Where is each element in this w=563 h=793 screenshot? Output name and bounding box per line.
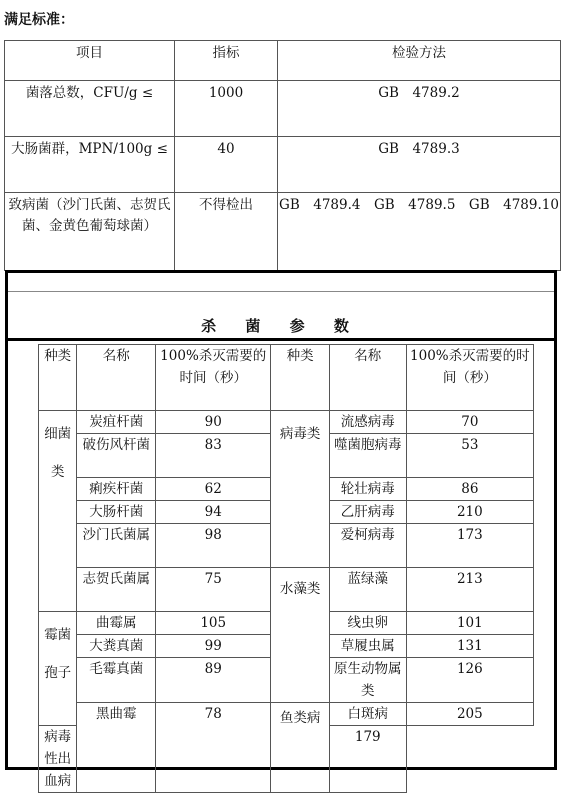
time-cell: 78 xyxy=(156,703,271,793)
name-cell: 爱柯病毒 xyxy=(329,524,406,568)
name-cell: 线虫卵 xyxy=(329,612,406,635)
name-cell: 蓝绿藻 xyxy=(329,568,406,612)
limit-cell: 40 xyxy=(175,137,278,193)
sterilization-panel xyxy=(5,270,557,789)
time-cell: 213 xyxy=(406,568,533,612)
name-cell: 大粪真菌 xyxy=(77,635,156,658)
name-cell: 原生动物属类 xyxy=(329,658,406,703)
item-cell: 致病菌（沙门氏菌、志贺氏菌、金黄色葡萄球菌） xyxy=(5,193,175,271)
method-cell: GB 4789.4 GB 4789.5 GB 4789.10 xyxy=(278,193,561,271)
table-row xyxy=(5,193,561,271)
section-heading: 满足标准： xyxy=(4,12,74,28)
name-cell: 沙门氏菌属 xyxy=(77,524,156,568)
time-cell: 99 xyxy=(156,635,271,658)
header-limit: 指标 xyxy=(175,41,278,81)
header-name: 名称 xyxy=(329,345,406,411)
time-cell: 179 xyxy=(329,726,406,793)
name-cell: 大肠杆菌 xyxy=(77,501,156,524)
time-cell: 86 xyxy=(406,478,533,501)
table-header-row xyxy=(39,345,534,411)
time-cell: 94 xyxy=(156,501,271,524)
limit-cell: 1000 xyxy=(175,81,278,137)
table-row xyxy=(5,137,561,193)
limit-cell: 不得检出 xyxy=(175,193,278,271)
category-cell: 细菌类 xyxy=(39,411,77,612)
name-cell: 流感病毒 xyxy=(329,411,406,434)
name-cell: 炭疽杆菌 xyxy=(77,411,156,434)
name-cell: 病毒性出血病 xyxy=(39,726,77,793)
standard-table xyxy=(4,40,561,271)
item-cell: 菌落总数，CFU/g ≤ xyxy=(5,81,175,137)
header-category: 种类 xyxy=(271,345,330,411)
name-cell: 轮壮病毒 xyxy=(329,478,406,501)
time-cell: 70 xyxy=(406,411,533,434)
panel-title: 杀 菌 参 数 xyxy=(201,317,361,335)
category-cell: 水藻类 xyxy=(271,568,330,703)
name-cell: 噬菌胞病毒 xyxy=(329,434,406,478)
time-cell: 131 xyxy=(406,635,533,658)
name-cell: 白斑病 xyxy=(329,703,406,726)
sterilization-table xyxy=(38,344,534,793)
panel-rule xyxy=(8,291,554,292)
table-row xyxy=(5,81,561,137)
category-cell: 霉菌孢子 xyxy=(39,612,77,726)
name-cell: 毛霉真菌 xyxy=(77,658,156,703)
time-cell: 98 xyxy=(156,524,271,568)
name-cell: 破伤风杆菌 xyxy=(77,434,156,478)
name-cell: 曲霉属 xyxy=(77,612,156,635)
time-cell: 89 xyxy=(156,658,271,703)
time-cell: 101 xyxy=(406,612,533,635)
name-cell: 志贺氏菌属 xyxy=(77,568,156,612)
method-cell: GB 4789.3 xyxy=(278,137,561,193)
table-row xyxy=(39,411,534,434)
time-cell: 83 xyxy=(156,434,271,478)
name-cell: 黑曲霉 xyxy=(77,703,156,793)
header-name: 名称 xyxy=(77,345,156,411)
time-cell: 62 xyxy=(156,478,271,501)
header-time: 100%杀灭需要的时间（秒） xyxy=(156,345,271,411)
time-cell: 105 xyxy=(156,612,271,635)
table-row xyxy=(39,568,534,612)
method-cell: GB 4789.2 xyxy=(278,81,561,137)
time-cell: 173 xyxy=(406,524,533,568)
header-category: 种类 xyxy=(39,345,77,411)
time-cell: 90 xyxy=(156,411,271,434)
name-cell: 草履虫属 xyxy=(329,635,406,658)
table-header-row xyxy=(5,41,561,81)
name-cell: 乙肝病毒 xyxy=(329,501,406,524)
category-cell: 鱼类病 xyxy=(271,703,330,793)
table-row xyxy=(39,703,534,726)
header-item: 项目 xyxy=(5,41,175,81)
time-cell: 126 xyxy=(406,658,533,703)
time-cell: 205 xyxy=(406,703,533,726)
time-cell: 210 xyxy=(406,501,533,524)
panel-separator xyxy=(8,338,554,341)
header-time: 100%杀灭需要的时间（秒） xyxy=(406,345,533,411)
time-cell: 53 xyxy=(406,434,533,478)
header-method: 检验方法 xyxy=(278,41,561,81)
category-cell: 病毒类 xyxy=(271,411,330,568)
name-cell: 痢疾杆菌 xyxy=(77,478,156,501)
item-cell: 大肠菌群，MPN/100g ≤ xyxy=(5,137,175,193)
time-cell: 75 xyxy=(156,568,271,612)
